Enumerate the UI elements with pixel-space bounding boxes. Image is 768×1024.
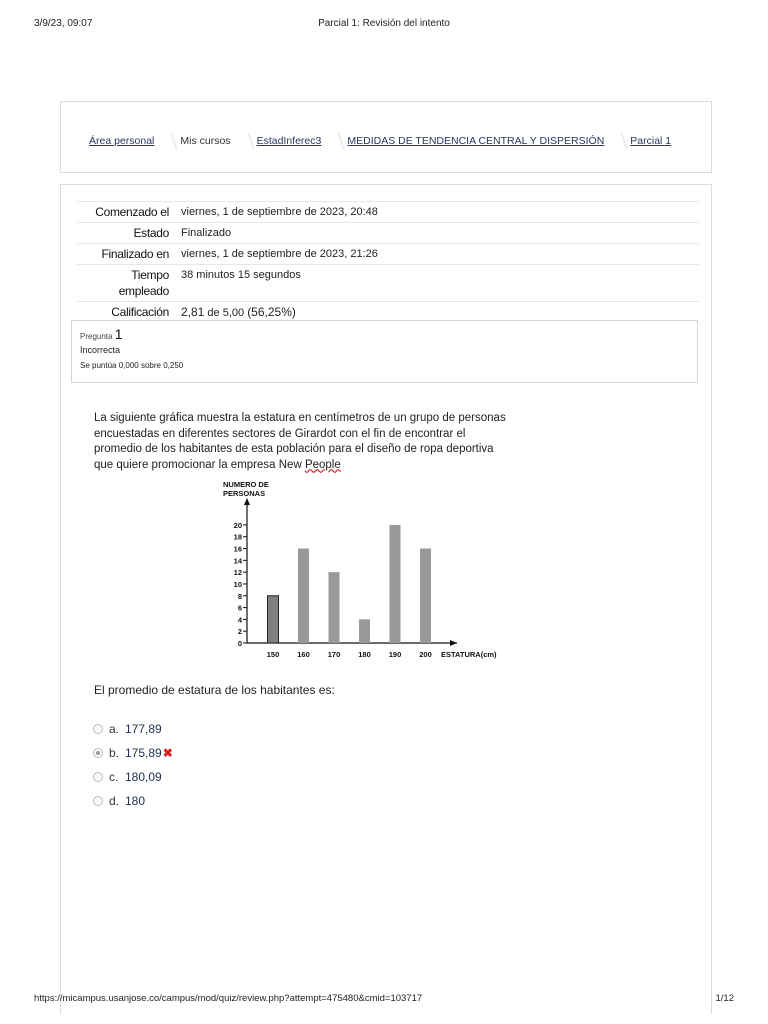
question-number	[80, 326, 689, 342]
y-tick-label: 12	[233, 568, 242, 578]
y-tick-label: 2	[237, 627, 242, 637]
option-value-a: 177,89	[125, 722, 162, 736]
finished-value: viernes, 1 de septiembre de 2023, 21:26	[181, 248, 378, 260]
started-value: viernes, 1 de septiembre de 2023, 20:48	[181, 206, 378, 218]
y-tick-label: 4	[237, 615, 242, 625]
state-value: Finalizado	[181, 227, 232, 239]
print-date: 3/9/23, 09:07	[34, 18, 93, 29]
x-tick-label-170: 170	[327, 650, 341, 659]
breadcrumb-separator-icon	[325, 130, 343, 152]
breadcrumb-separator-icon	[608, 130, 626, 152]
print-header	[34, 18, 734, 32]
quiz-review-card	[60, 184, 712, 1014]
incorrect-cross-icon: ✖	[162, 746, 173, 760]
breadcrumb	[89, 130, 671, 152]
radio-d[interactable]	[93, 796, 103, 806]
option-letter-a: a.	[109, 722, 120, 736]
question-grade	[80, 361, 689, 370]
x-tick-label-160: 160	[297, 650, 310, 659]
bar-200	[420, 549, 431, 643]
question-info-box	[71, 320, 698, 383]
x-axis-arrow-icon	[450, 640, 457, 646]
y-tick-label: 8	[237, 591, 242, 601]
y-axis-title-line2: PERSONAS	[223, 489, 266, 498]
print-footer	[34, 993, 734, 1007]
summary-row-started	[77, 202, 699, 223]
question-grade-value: 0,000	[118, 361, 139, 370]
y-tick-label: 20	[233, 520, 242, 530]
y-tick-label: 16	[233, 544, 242, 554]
bar-180	[359, 619, 370, 643]
radio-c[interactable]	[93, 772, 103, 782]
x-tick-label-150: 150	[266, 650, 280, 659]
bar-170	[329, 572, 340, 643]
grade-score: 2,81	[181, 305, 205, 319]
height-bar-chart	[157, 479, 497, 675]
radio-b[interactable]	[93, 748, 103, 758]
question-text	[94, 411, 514, 473]
bar-160	[298, 549, 309, 643]
answer-options	[93, 717, 173, 813]
option-letter-b: b.	[109, 746, 120, 760]
breadcrumb-separator-icon	[235, 130, 253, 152]
x-tick-label-180: 180	[358, 650, 371, 659]
question-grade-prefix: Se puntúa	[80, 361, 117, 370]
finished-label: Finalizado en	[101, 247, 169, 261]
breadcrumb-card	[60, 101, 712, 173]
summary-row-finished	[77, 244, 699, 265]
breadcrumb-section[interactable]: MEDIDAS DE TENDENCIA CENTRAL Y DISPERSIÓN	[347, 135, 605, 147]
breadcrumb-mis-cursos: Mis cursos	[180, 135, 231, 147]
summary-row-state	[77, 223, 699, 244]
time-label	[77, 265, 175, 302]
state-label: Estado	[133, 226, 169, 240]
print-url: https://micampus.usanjose.co/campus/mod/quiz/review.php?attempt=475480&cmid=103717	[34, 993, 423, 1004]
question-number-value: 1	[114, 326, 123, 342]
x-tick-label-200: 200	[419, 650, 432, 659]
x-tick-label-190: 190	[388, 650, 402, 659]
question-text-body: La siguiente gráfica muestra la estatura en centímetros de un grupo de personas encuestadas en diferentes sectores de Girardot con el fin de encontrar el promedio de los habitantes de esta población para el diseño de ropa deportiva que quiere promocionar la empresa New	[94, 412, 506, 471]
option-a[interactable]	[93, 717, 173, 741]
y-axis-arrow-icon	[244, 498, 250, 505]
question-text-end: People	[304, 458, 341, 471]
y-tick-label: 14	[233, 556, 242, 566]
question-prompt: El promedio de estatura de los habitantes es:	[94, 683, 335, 697]
y-tick-label: 18	[233, 532, 242, 542]
y-tick-label: 10	[233, 579, 242, 589]
started-label: Comenzado el	[95, 205, 169, 219]
grade-percent: (56,25%)	[247, 305, 296, 319]
y-axis-title-line1: NUMERO DE	[223, 480, 269, 489]
grade-of: de 5,00	[207, 307, 245, 319]
time-label-line1: Tiempo	[131, 268, 169, 282]
option-value-d: 180	[125, 794, 146, 808]
x-axis-title: ESTATURA(cm)	[441, 650, 497, 659]
grade-label: Calificación	[111, 305, 169, 319]
bar-190	[390, 525, 401, 643]
radio-a[interactable]	[93, 724, 103, 734]
y-tick-label: 6	[237, 603, 242, 613]
time-value: 38 minutos 15 segundos	[181, 269, 301, 281]
y-tick-label: 0	[237, 639, 242, 648]
option-letter-d: d.	[109, 794, 120, 808]
breadcrumb-quiz[interactable]: Parcial 1	[630, 135, 672, 147]
summary-row-time	[77, 265, 699, 302]
time-label-line2: empleado	[118, 284, 169, 298]
option-b[interactable]	[93, 741, 173, 765]
option-c[interactable]	[93, 765, 173, 789]
print-title: Parcial 1: Revisión del intento	[318, 18, 450, 29]
attempt-summary-table	[77, 201, 699, 324]
option-letter-c: c.	[109, 770, 119, 784]
question-state: Incorrecta	[80, 345, 121, 355]
question-grade-max: 0,250	[163, 361, 184, 370]
bar-150	[268, 596, 279, 643]
question-grade-sep: sobre	[140, 361, 161, 370]
breadcrumb-course[interactable]: EstadInferec3	[256, 135, 322, 147]
print-page-count: 1/12	[715, 993, 734, 1004]
question-number-label: Pregunta	[80, 332, 113, 341]
option-value-c: 180,09	[125, 770, 162, 784]
breadcrumb-separator-icon	[158, 130, 176, 152]
breadcrumb-area-personal[interactable]: Área personal	[89, 135, 155, 147]
option-value-b: 175,89	[125, 746, 162, 760]
option-d[interactable]	[93, 789, 173, 813]
